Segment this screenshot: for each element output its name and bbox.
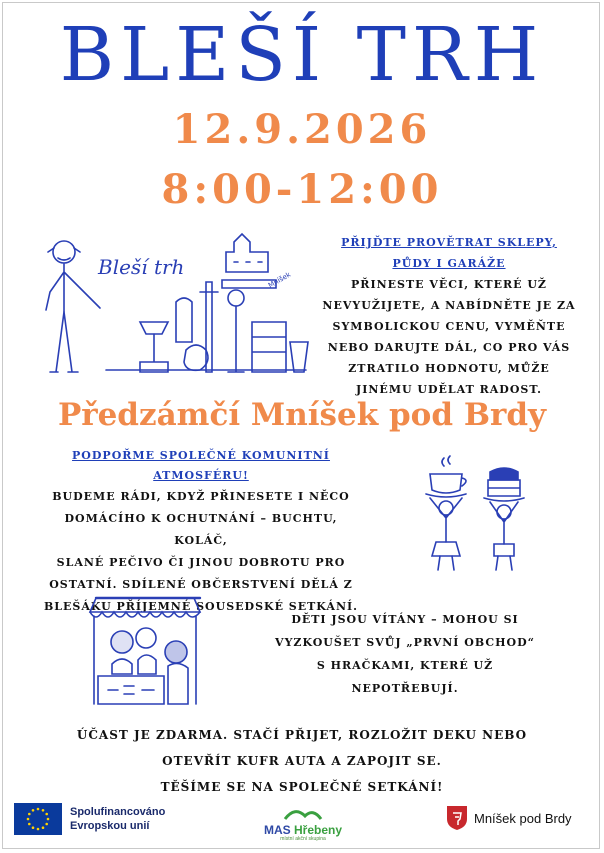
section3-line: DĚTI JSOU VÍTÁNY – MOHOU SI (291, 613, 519, 626)
section2-line: BLEŠÁKU PŘÍJEMNÉ SOUSEDSKÉ SETKÁNÍ. (44, 600, 358, 613)
section1-line: NEVYUŽIJETE, A NABÍDNĚTE JE ZA (322, 299, 576, 312)
section-kids (262, 608, 548, 700)
section-community (36, 446, 366, 618)
kids-stall-illustration (84, 594, 206, 712)
section-bring-items (318, 232, 580, 400)
event-date: 12.9.2026 (172, 106, 432, 153)
people-carrying-food-illustration (420, 452, 536, 576)
section1-line: NEBO DARUJTE DÁL, CO PRO VÁS (327, 341, 571, 354)
section1-heading-line2: PŮDY I GARÁŽE (392, 257, 506, 270)
town-logo (446, 805, 572, 831)
eu-line2: Evropskou unií (70, 820, 150, 832)
section2-line: OSTATNÍ. SDÍLENÉ OBČERSTVENÍ DĚLÁ Z (49, 578, 353, 591)
section2-line: BUDEME RÁDI, KDYŽ PŘINESETE I NĚCO (52, 490, 350, 503)
section2-heading-line2: ATMOSFÉRU! (153, 469, 249, 482)
section4-line: TĚŠÍME SE NA SPOLEČNÉ SETKÁNÍ! (160, 780, 444, 794)
town-name: Mníšek pod Brdy (474, 810, 572, 826)
town-crest-icon (446, 805, 468, 831)
section-free-entry (20, 722, 584, 800)
section1-line: ZTRATILO HODNOTU, MŮŽE (348, 362, 550, 375)
section2-line: SLANÉ PEČIVO ČI JINOU DOBROTU PRO (56, 556, 346, 569)
eu-line1: Spolufinancováno (70, 806, 166, 818)
section1-line: SYMBOLICKOU CENU, VYMĚŇTE (332, 320, 566, 333)
section4-line: OTEVŘÍT KUFR AUTA A ZAPOJIT SE. (162, 754, 442, 768)
section3-line: NEPOTŘEBUJÍ. (351, 682, 459, 695)
mas-hills-icon (283, 806, 323, 820)
section3-line: S HRAČKAMI, KTERÉ UŽ (316, 659, 494, 672)
event-location: Předzámčí Mníšek pod Brdy (57, 397, 547, 433)
section2-heading-line1: PODPOŘME SPOLEČNÉ KOMUNITNÍ (72, 449, 330, 462)
mas-name: MAS Hřebeny (263, 823, 343, 837)
mas-logo (258, 805, 348, 843)
section1-line: JINÉMU UDĚLAT RADOST. (356, 383, 542, 396)
section1-heading-line1: PŘIJĎTE PROVĚTRAT SKLEPY, (341, 236, 557, 249)
poster-title: BLEŠÍ TRH (59, 12, 545, 98)
section2-line: DOMÁCÍHO K OCHUTNÁNÍ – BUCHTU, KOLÁČ, (64, 512, 338, 547)
event-time: 8:00-12:00 (161, 166, 443, 213)
eu-logo (14, 803, 165, 835)
illustration-sign-text: Bleší trh (98, 255, 185, 279)
section1-line: PŘINESTE VĚCI, KTERÉ UŽ (351, 278, 547, 291)
mas-subtitle: místní akční skupina (280, 836, 326, 842)
eu-flag-icon (14, 803, 62, 835)
eu-text (70, 805, 165, 833)
section3-line: VYZKOUŠET SVŮJ „PRVNÍ OBCHOD“ (275, 636, 535, 649)
flea-market-illustration (36, 222, 316, 382)
svg-text:Mníšek: Mníšek (267, 270, 293, 290)
section4-line: ÚČAST JE ZDARMA. STAČÍ PŘIJET, ROZLOŽIT DEKU NEBO (76, 728, 528, 742)
